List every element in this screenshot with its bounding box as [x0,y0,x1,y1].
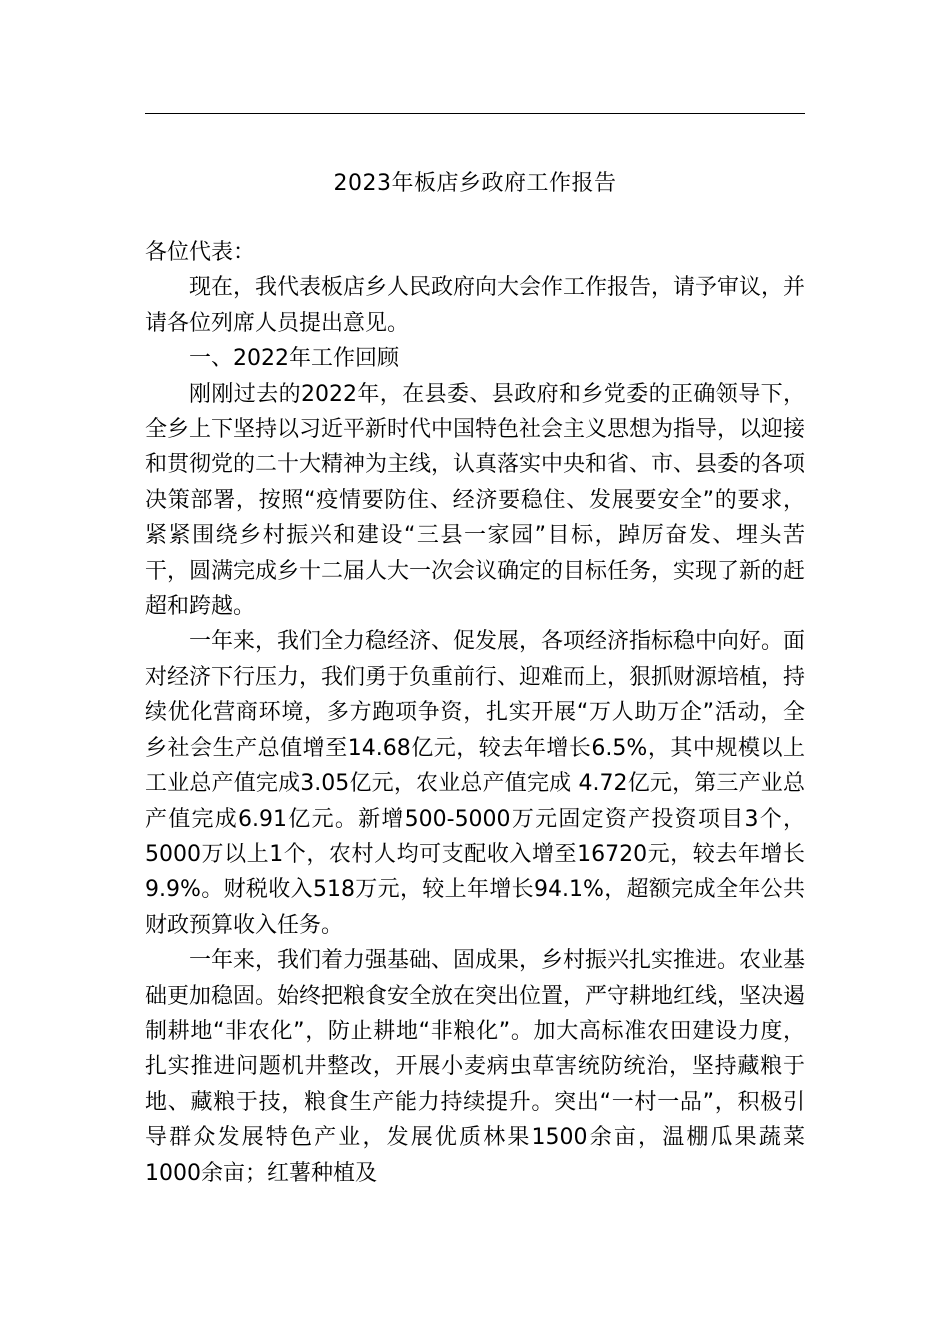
section-heading: 一、2022年工作回顾 [189,346,399,372]
document-body [145,235,805,1191]
header-rule [145,113,805,114]
paragraph-rural: 一年来，我们着力强基础、固成果，乡村振兴扎实推进。农业基础更加稳固。始终把粮食安全放在突出位置，严守耕地红线，坚决遏制耕地“非农化”，防止耕地“非粮化”。加大高标准农田建设力度，扎实推进问题机井整改，开展小麦病虫草害统防统治，坚持藏粮于地、藏粮于技，粮食生产能力持续提升。突出“一村一品”，积极引导群众发展特色产业，发展优质林果1500余亩，温棚瓜果蔬菜1000余亩；红薯种植及 [145,948,806,1186]
salutation: 各位代表： [145,240,256,265]
paragraph-intro: 现在，我代表板店乡人民政府向大会作工作报告，请予审议，并请各位列席人员提出意见。 [145,275,806,336]
document-title: 2023年板店乡政府工作报告 [333,171,617,196]
paragraph-review: 刚刚过去的2022年，在县委、县政府和乡党委的正确领导下，全乡上下坚持以习近平新时代中国特色社会主义思想为指导，以迎接和贯彻党的二十大精神为主线，认真落实中央和省、市、县委的各项决策部署，按照“疫情要防住、经济要稳住、发展要安全”的要求，紧紧围绕乡村振兴和建设“三县一家园”目标，踔厉奋发、埋头苦干，圆满完成乡十二届人大一次会议确定的目标任务，实现了新的赶超和跨越。 [145,381,806,620]
paragraph-economy: 一年来，我们全力稳经济、促发展，各项经济指标稳中向好。面对经济下行压力，我们勇于负重前行、迎难而上，狠抓财源培植，持续优化营商环境，多方跑项争资，扎实开展“万人助万企”活动，全乡社会生产总值增至14.68亿元，较去年增长6.5%，其中规模以上工业总产值完成3.05亿元，农业总产值完成 4.72亿元，第三产业总产值完成6.91亿元。新增500-5000万元固定资产投资项目3个，5000万以上1个，农村人均可支配收入增至16720元，较去年增长9.9%。财税收入518万元，较上年增长94.1%，超额完成全年公共财政预算收入任务。 [145,629,806,938]
